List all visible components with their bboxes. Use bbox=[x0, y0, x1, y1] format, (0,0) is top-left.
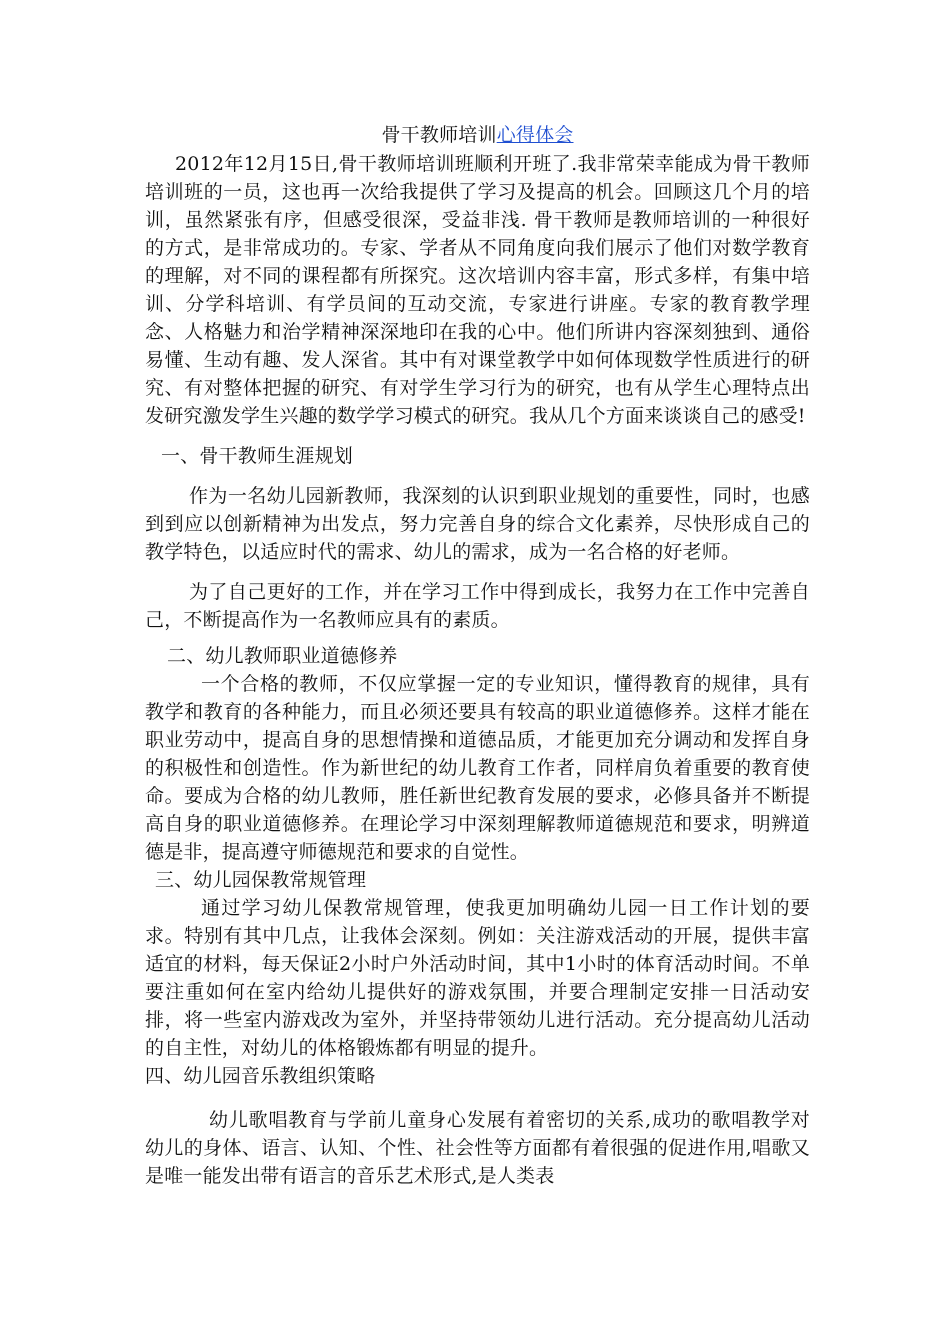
section1-paragraph-2: 为了自己更好的工作，并在学习工作中得到成长，我努力在工作中完善自己，不断提高作为一名教师应具有的素质。 bbox=[145, 581, 810, 631]
section-heading-1: 一、骨干教师生涯规划 bbox=[161, 445, 354, 467]
title-text: 骨干教师培训 bbox=[381, 124, 497, 146]
section1-paragraph-1: 作为一名幼儿园新教师，我深刻的认识到职业规划的重要性，同时，也感到到应以创新精神为出发点，努力完善自身的综合文化素养，尽快形成自己的教学特色，以适应时代的需求、幼儿的需求，成为一名合格的好老师。 bbox=[145, 485, 810, 563]
section4-paragraph-1: 幼儿歌唱教育与学前儿童身心发展有着密切的关系,成功的歌唱教学对幼儿的身体、语言、认知、个性、社会性等方面都有着很强的促进作用,唱歌又是唯一能发出带有语言的音乐艺术形式,是人类表 bbox=[145, 1109, 810, 1187]
document-page bbox=[145, 120, 810, 1190]
intro-paragraph: 2012年12月15日,骨干教师培训班顺利开班了.我非常荣幸能成为骨干教师培训班的一员，这也再一次给我提供了学习及提高的机会。回顾这几个月的培训，虽然紧张有序，但感受很深，受益非浅. 骨干教师是教师培训的一种很好的方式，是非常成功的。专家、学者从不同角度向我们展示了他们对数学教育的理解，对不同的课程都有所探究。这次培训内容丰富，形式多样，有集中培训、分学科培训、有学员间的互动交流，专家进行讲座。专家的教育教学理念、人格魅力和治学精神深深地印在我的心中。他们所讲内容深刻独到、通俗易懂、生动有趣、发人深省。其中有对课堂教学中如何体现数学性质进行的研究、有对整体把握的研究、有对学生学习行为的研究，也有从学生心理特点出发研究激发学生兴趣的数学学习模式的研究。我从几个方面来谈谈自己的感受! bbox=[145, 153, 810, 427]
section2-paragraph-1: 一个合格的教师，不仅应掌握一定的专业知识，懂得教育的规律，具有教学和教育的各种能力，而且必须还要具有较高的职业道德修养。这样才能在职业劳动中，提高自身的思想情操和道德品质，才能更加充分调动和发挥自身的积极性和创造性。作为新世纪的幼儿教育工作者，同样肩负着重要的教育使命。要成为合格的幼儿教师，胜任新世纪教育发展的要求，必修具备并不断提高自身的职业道德修养。在理论学习中深刻理解教师道德规范和要求，明辨道德是非，提高遵守师德规范和要求的自觉性。 bbox=[145, 673, 810, 863]
section-heading-3: 三、幼儿园保教常规管理 bbox=[155, 869, 367, 891]
document-title bbox=[145, 120, 810, 150]
section3-paragraph-1: 通过学习幼儿保教常规管理，使我更加明确幼儿园一日工作计划的要求。特别有其中几点，让我体会深刻。例如：关注游戏活动的开展，提供丰富适宜的材料，每天保证2小时户外活动时间，其中1小时的体育活动时间。不单要注重如何在室内给幼儿提供好的游戏氛围，并要合理制定安排一日活动安排，将一些室内游戏改为室外，并坚持带领幼儿进行活动。充分提高幼儿活动的自主性，对幼儿的体格锻炼都有明显的提升。 bbox=[145, 897, 810, 1059]
section-heading-4: 四、幼儿园音乐教组织策略 bbox=[145, 1065, 376, 1087]
title-link[interactable]: 心得体会 bbox=[496, 124, 574, 146]
section-heading-2: 二、幼儿教师职业道德修养 bbox=[167, 645, 398, 667]
